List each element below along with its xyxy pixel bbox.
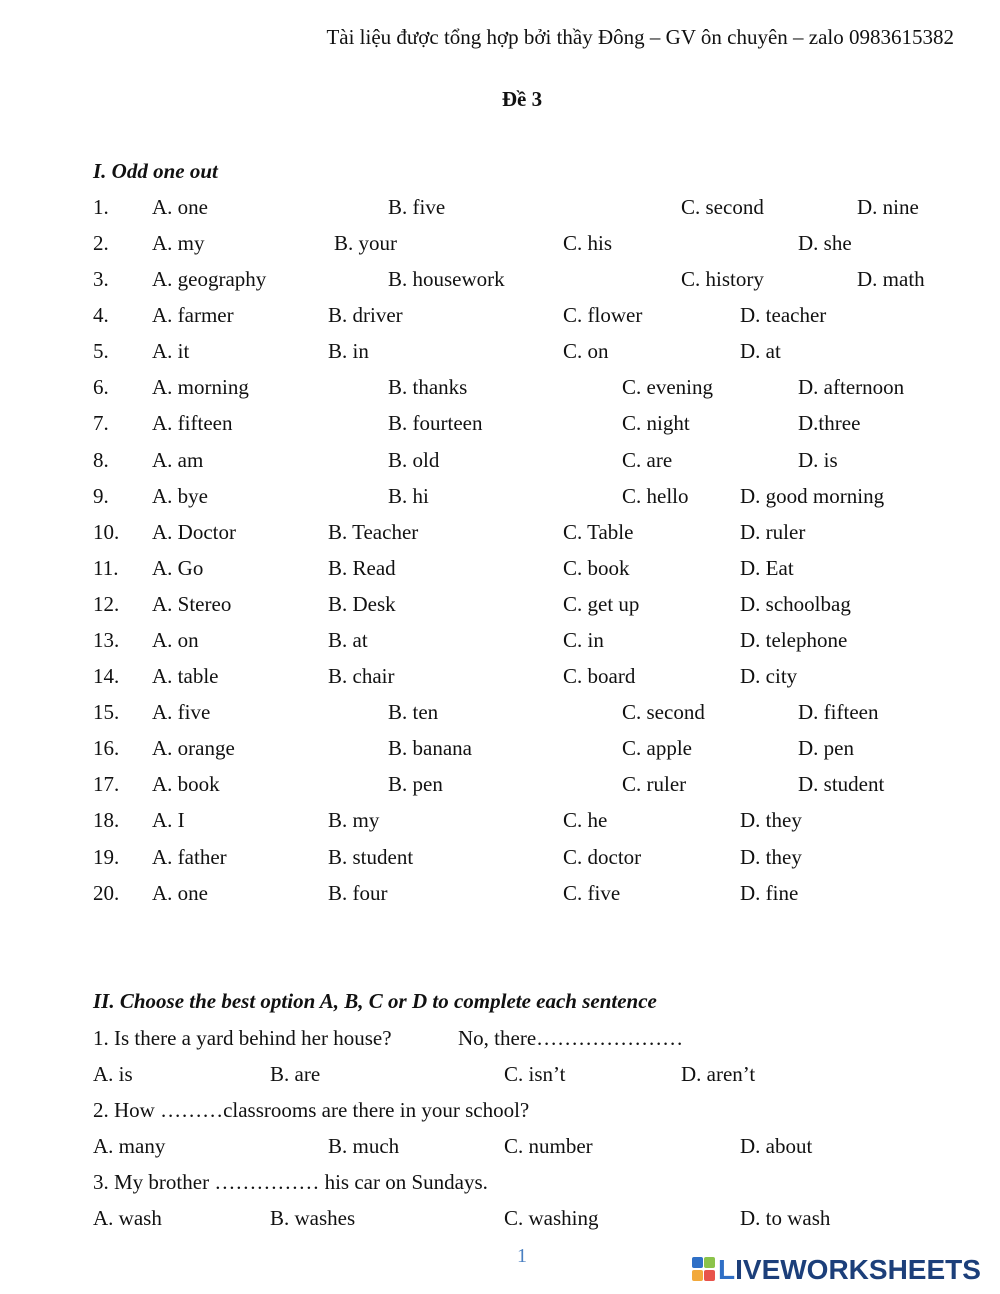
- option-b: B. Desk: [328, 592, 396, 616]
- option-c: C. hello: [622, 484, 689, 508]
- question-text: 2. How ………classrooms are there in your school?: [93, 1098, 530, 1122]
- item-number: 15.: [93, 700, 120, 724]
- option-a: A. fifteen: [152, 411, 233, 435]
- item-number: 13.: [93, 628, 120, 652]
- option-d: D. to wash: [740, 1206, 831, 1230]
- option-d: D. at: [740, 339, 781, 363]
- option-c: C. second: [681, 195, 764, 219]
- option-a: A. table: [152, 664, 219, 688]
- option-b: B. banana: [388, 736, 472, 760]
- option-c: C. history: [681, 267, 764, 291]
- option-a: A. is: [93, 1062, 133, 1086]
- option-c: C. his: [563, 231, 613, 255]
- item-number: 9.: [93, 484, 109, 508]
- option-c: C. get up: [563, 592, 640, 616]
- option-c: C. evening: [622, 375, 713, 399]
- option-d: D. they: [740, 845, 802, 869]
- option-c: C. are: [622, 448, 673, 472]
- option-b: B. fourteen: [388, 411, 483, 435]
- option-a: A. it: [152, 339, 190, 363]
- option-a: A. wash: [93, 1206, 162, 1230]
- page-title: Đề 3: [501, 87, 543, 111]
- option-d: D. afternoon: [798, 375, 905, 399]
- option-c: C. in: [563, 628, 604, 652]
- item-number: 19.: [93, 845, 120, 869]
- option-b: B. at: [328, 628, 368, 652]
- item-number: 10.: [93, 520, 120, 544]
- option-d: D. student: [798, 772, 885, 796]
- option-c: C. Table: [563, 520, 634, 544]
- option-d: D. about: [740, 1134, 813, 1158]
- odd-one-out-item: [0, 522, 1000, 548]
- option-c: C. doctor: [563, 845, 642, 869]
- option-d: D. nine: [857, 195, 919, 219]
- option-d: D. fifteen: [798, 700, 879, 724]
- option-a: A. one: [152, 881, 208, 905]
- option-b: B. are: [270, 1062, 321, 1086]
- option-c: C. board: [563, 664, 636, 688]
- option-c: C. on: [563, 339, 609, 363]
- odd-one-out-item: [0, 594, 1000, 620]
- option-b: B. in: [328, 339, 369, 363]
- option-a: A. Go: [152, 556, 204, 580]
- odd-one-out-item: [0, 666, 1000, 692]
- option-d: D. telephone: [740, 628, 848, 652]
- option-d: D. ruler: [740, 520, 806, 544]
- option-a: A. geography: [152, 267, 267, 291]
- option-a: A. five: [152, 700, 211, 724]
- option-b: B. student: [328, 845, 414, 869]
- option-c: C. number: [504, 1134, 593, 1158]
- odd-one-out-item: [0, 450, 1000, 476]
- item-number: 8.: [93, 448, 109, 472]
- option-a: A. one: [152, 195, 208, 219]
- option-d: D. city: [740, 664, 798, 688]
- option-a: A. Stereo: [152, 592, 232, 616]
- option-a: A. am: [152, 448, 204, 472]
- option-a: A. on: [152, 628, 199, 652]
- logo-blocks-icon: [692, 1257, 716, 1283]
- option-a: A. father: [152, 845, 227, 869]
- item-number: 16.: [93, 736, 120, 760]
- item-number: 17.: [93, 772, 120, 796]
- options-row: [0, 1136, 1000, 1162]
- option-b: B. driver: [328, 303, 403, 327]
- option-d: D. math: [857, 267, 925, 291]
- page-number: 1: [517, 1245, 527, 1267]
- options-row: [0, 1064, 1000, 1090]
- odd-one-out-item: [0, 269, 1000, 295]
- item-number: 20.: [93, 881, 120, 905]
- odd-one-out-item: [0, 702, 1000, 728]
- option-b: B. my: [328, 808, 380, 832]
- question-text: 1. Is there a yard behind her house?: [93, 1026, 392, 1050]
- odd-one-out-item: [0, 197, 1000, 223]
- odd-one-out-item: [0, 847, 1000, 873]
- odd-one-out-item: [0, 630, 1000, 656]
- section-heading-best-option: II. Choose the best option A, B, C or D to complete each sentence: [93, 989, 657, 1013]
- option-c: C. apple: [622, 736, 692, 760]
- odd-one-out-item: [0, 341, 1000, 367]
- option-c: C. flower: [563, 303, 643, 327]
- logo-letter: L: [718, 1254, 736, 1285]
- option-a: A. bye: [152, 484, 208, 508]
- question-row: [0, 1028, 1000, 1054]
- option-a: A. Doctor: [152, 520, 236, 544]
- logo-text: IVEWORKSHEETS: [735, 1254, 981, 1285]
- odd-one-out-item: [0, 883, 1000, 909]
- option-d: D. pen: [798, 736, 854, 760]
- option-b: B. five: [388, 195, 446, 219]
- option-d: D. is: [798, 448, 838, 472]
- option-b: B. hi: [388, 484, 429, 508]
- item-number: 7.: [93, 411, 109, 435]
- item-number: 3.: [93, 267, 109, 291]
- item-number: 5.: [93, 339, 109, 363]
- odd-one-out-item: [0, 738, 1000, 764]
- odd-one-out-item: [0, 558, 1000, 584]
- odd-one-out-item: [0, 774, 1000, 800]
- option-b: B. Read: [328, 556, 396, 580]
- option-a: A. orange: [152, 736, 235, 760]
- option-a: A. morning: [152, 375, 249, 399]
- option-c: C. five: [563, 881, 621, 905]
- item-number: 4.: [93, 303, 109, 327]
- option-a: A. book: [152, 772, 220, 796]
- option-b: B. pen: [388, 772, 443, 796]
- option-a: A. many: [93, 1134, 166, 1158]
- option-b: B. your: [334, 231, 397, 255]
- option-c: C. he: [563, 808, 608, 832]
- option-b: B. ten: [388, 700, 439, 724]
- option-a: A. farmer: [152, 303, 234, 327]
- option-b: B. much: [328, 1134, 400, 1158]
- option-a: A. I: [152, 808, 185, 832]
- option-b: B. old: [388, 448, 440, 472]
- option-b: B. thanks: [388, 375, 468, 399]
- page-header: Tài liệu được tổng hợp bởi thầy Đông – GV ôn chuyên – zalo 0983615382: [326, 25, 954, 49]
- option-c: C. book: [563, 556, 630, 580]
- option-d: D. she: [798, 231, 852, 255]
- option-b: B. washes: [270, 1206, 356, 1230]
- item-number: 11.: [93, 556, 119, 580]
- option-c: C. isn’t: [504, 1062, 566, 1086]
- odd-one-out-item: [0, 810, 1000, 836]
- option-b: B. Teacher: [328, 520, 419, 544]
- option-b: B. chair: [328, 664, 395, 688]
- option-a: A. my: [152, 231, 205, 255]
- odd-one-out-item: [0, 377, 1000, 403]
- option-c: C. night: [622, 411, 690, 435]
- section-heading-odd-one-out: I. Odd one out: [93, 159, 218, 183]
- item-number: 18.: [93, 808, 120, 832]
- option-d: D. they: [740, 808, 802, 832]
- odd-one-out-item: [0, 233, 1000, 259]
- question-answer-blank: No, there…………………: [458, 1026, 684, 1050]
- item-number: 1.: [93, 195, 109, 219]
- odd-one-out-item: [0, 413, 1000, 439]
- option-c: C. washing: [504, 1206, 599, 1230]
- options-row: [0, 1208, 1000, 1234]
- option-d: D. good morning: [740, 484, 885, 508]
- option-d: D. aren’t: [681, 1062, 756, 1086]
- question-text: 3. My brother …………… his car on Sundays.: [93, 1170, 488, 1194]
- item-number: 2.: [93, 231, 109, 255]
- liveworksheets-logo: [692, 1255, 981, 1285]
- option-d: D. schoolbag: [740, 592, 851, 616]
- option-b: B. housework: [388, 267, 505, 291]
- option-b: B. four: [328, 881, 388, 905]
- item-number: 6.: [93, 375, 109, 399]
- option-d: D.three: [798, 411, 861, 435]
- option-c: C. second: [622, 700, 705, 724]
- odd-one-out-item: [0, 486, 1000, 512]
- item-number: 14.: [93, 664, 120, 688]
- question-row: [0, 1100, 1000, 1126]
- option-d: D. Eat: [740, 556, 794, 580]
- option-c: C. ruler: [622, 772, 687, 796]
- question-row: [0, 1172, 1000, 1198]
- option-d: D. teacher: [740, 303, 827, 327]
- odd-one-out-item: [0, 305, 1000, 331]
- option-d: D. fine: [740, 881, 799, 905]
- item-number: 12.: [93, 592, 120, 616]
